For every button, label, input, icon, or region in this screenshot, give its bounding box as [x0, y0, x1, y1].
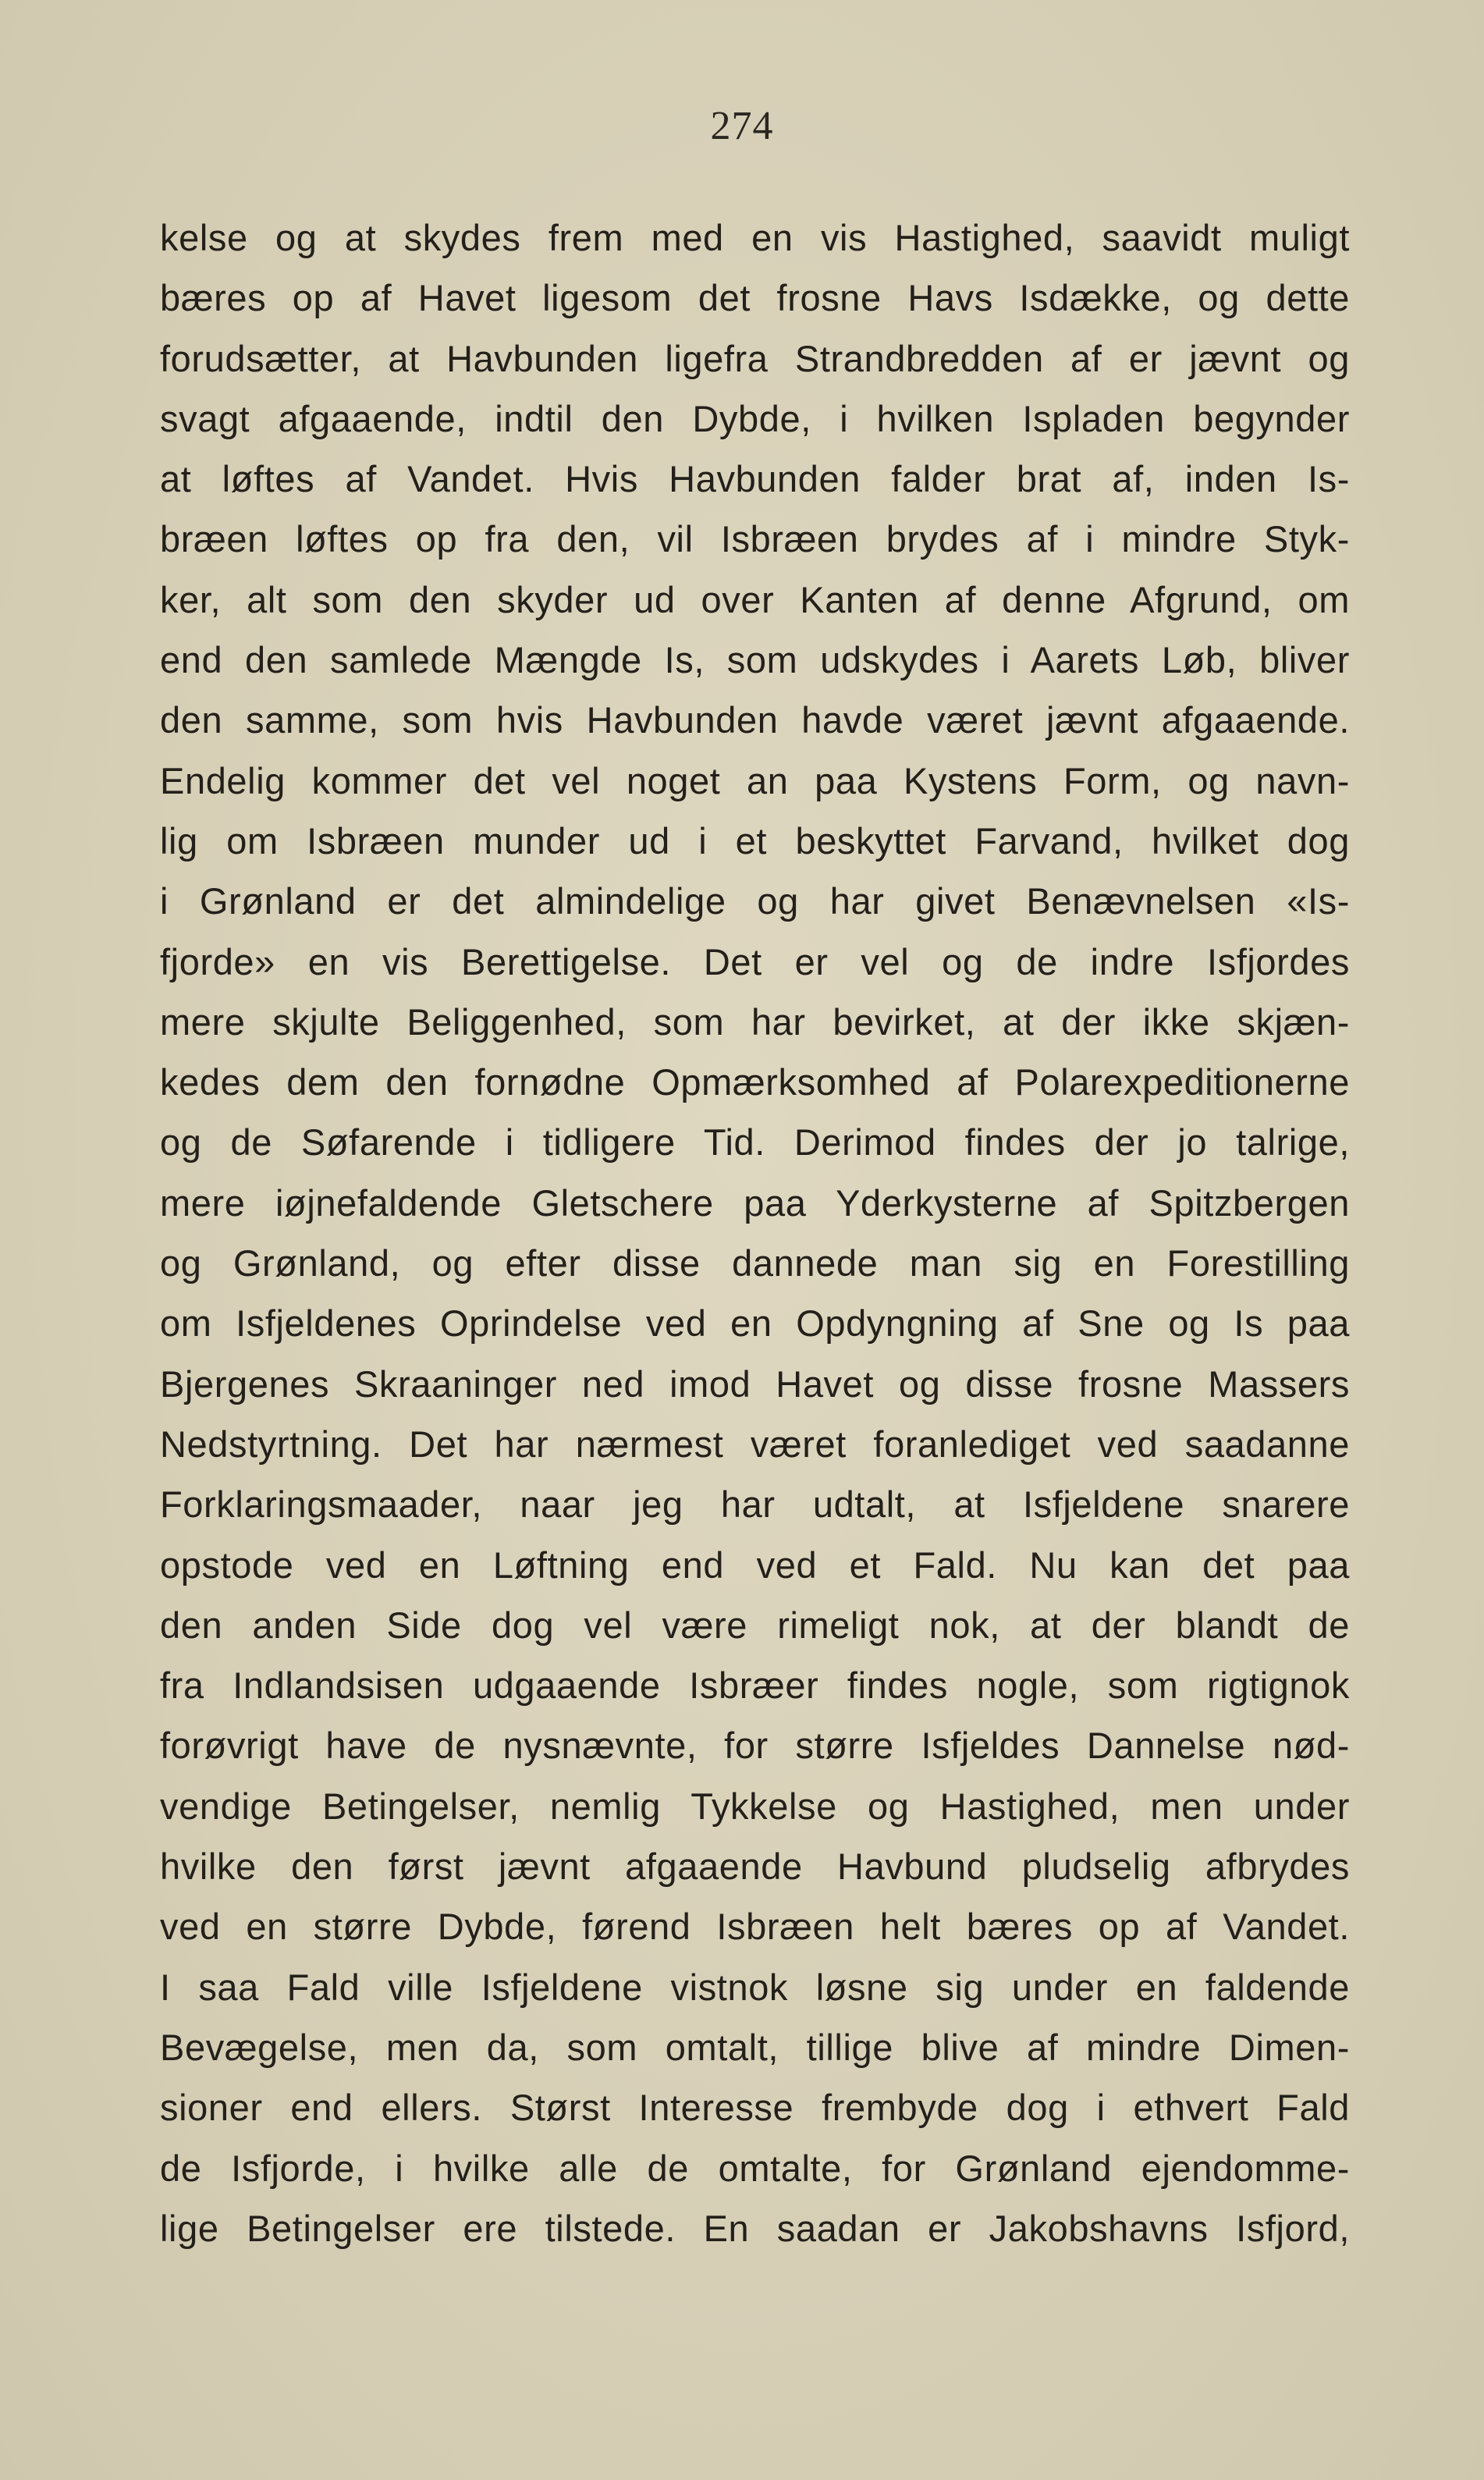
- text-line: bræen løftes op fra den, vil Isbræen brydes af i mindre Styk-: [160, 518, 1350, 560]
- text-line: mere skjulte Beliggenhed, som har bevirket, at der ikke skjæn-: [160, 1000, 1350, 1043]
- text-line: kedes dem den fornødne Opmærksomhed af Polarexpeditionerne: [160, 1061, 1350, 1103]
- text-line: ved en større Dybde, førend Isbræen helt bæres op af Vandet.: [160, 1906, 1350, 1948]
- text-line: om Isfjeldenes Oprindelse ved en Opdyngning af Sne og Is paa: [160, 1302, 1350, 1345]
- text-line: bæres op af Havet ligesom det frosne Havs Isdække, og dette: [160, 277, 1350, 319]
- text-line: lige Betingelser ere tilstede. En saadan er Jakobshavns Isfjord,: [160, 2207, 1350, 2249]
- text-line: ker, alt som den skyder ud over Kanten af denne Afgrund, om: [160, 578, 1350, 620]
- text-line: Nedstyrtning. Det har nærmest været foranlediget ved saadanne: [160, 1423, 1350, 1465]
- text-line: kelse og at skydes frem med en vis Hastighed, saavidt muligt: [160, 217, 1350, 258]
- text-line: og Grønland, og efter disse dannede man sig en Forestilling: [160, 1242, 1350, 1284]
- text-line: de Isfjorde, i hvilke alle de omtalte, for Grønland ejendomme-: [160, 2147, 1350, 2189]
- text-line: den anden Side dog vel være rimeligt nok, at der blandt de: [160, 1604, 1350, 1646]
- text-line: og de Søfarende i tidligere Tid. Derimod findes der jo talrige,: [160, 1121, 1350, 1164]
- page-number: 274: [710, 104, 774, 148]
- text-line: i Grønland er det almindelige og har givet Benævnelsen «Is-: [160, 880, 1350, 922]
- text-line: opstode ved en Løftning end ved et Fald. Nu kan det paa: [160, 1544, 1350, 1586]
- text-line: Endelig kommer det vel noget an paa Kystens Form, og navn-: [160, 759, 1350, 801]
- text-line: Forklaringsmaader, naar jeg har udtalt, at Isfjeldene snarere: [160, 1483, 1350, 1526]
- text-line: fjorde» en vis Berettigelse. Det er vel og de indre Isfjordes: [160, 940, 1350, 982]
- text-line: at løftes af Vandet. Hvis Havbunden falder brat af, inden Is-: [160, 458, 1350, 500]
- text-line: forudsætter, at Havbunden ligefra Strandbredden af er jævnt og: [160, 337, 1350, 379]
- text-line: den samme, som hvis Havbunden havde været jævnt afgaaende.: [160, 699, 1350, 741]
- text-line: mere iøjnefaldende Gletschere paa Yderkysterne af Spitzbergen: [160, 1181, 1350, 1224]
- text-line: end den samlede Mængde Is, som udskydes i Aarets Løb, bliver: [160, 639, 1350, 681]
- text-line: fra Indlandsisen udgaaende Isbræer findes nogle, som rigtignok: [160, 1665, 1350, 1707]
- text-line: lig om Isbræen munder ud i et beskyttet Farvand, hvilket dog: [160, 819, 1350, 862]
- text-line: Bevægelse, men da, som omtalt, tillige blive af mindre Dimen-: [160, 2026, 1350, 2068]
- text-line: I saa Fald ville Isfjeldene vistnok løsne sig under en faldende: [160, 1966, 1350, 2008]
- text-line: Bjergenes Skraaninger ned imod Havet og disse frosne Massers: [160, 1363, 1350, 1405]
- text-line: vendige Betingelser, nemlig Tykkelse og Hastighed, men under: [160, 1785, 1350, 1827]
- text-line: forøvrigt have de nysnævnte, for større Isfjeldes Dannelse nød-: [160, 1725, 1350, 1767]
- text-line: sioner end ellers. Størst Interesse frembyde dog i ethvert Fald: [160, 2087, 1350, 2129]
- text-line: hvilke den først jævnt afgaaende Havbund pludselig afbrydes: [160, 1846, 1350, 1888]
- text-line: svagt afgaaende, indtil den Dybde, i hvilken Ispladen begynder: [160, 397, 1350, 439]
- body-text: [160, 208, 1350, 2258]
